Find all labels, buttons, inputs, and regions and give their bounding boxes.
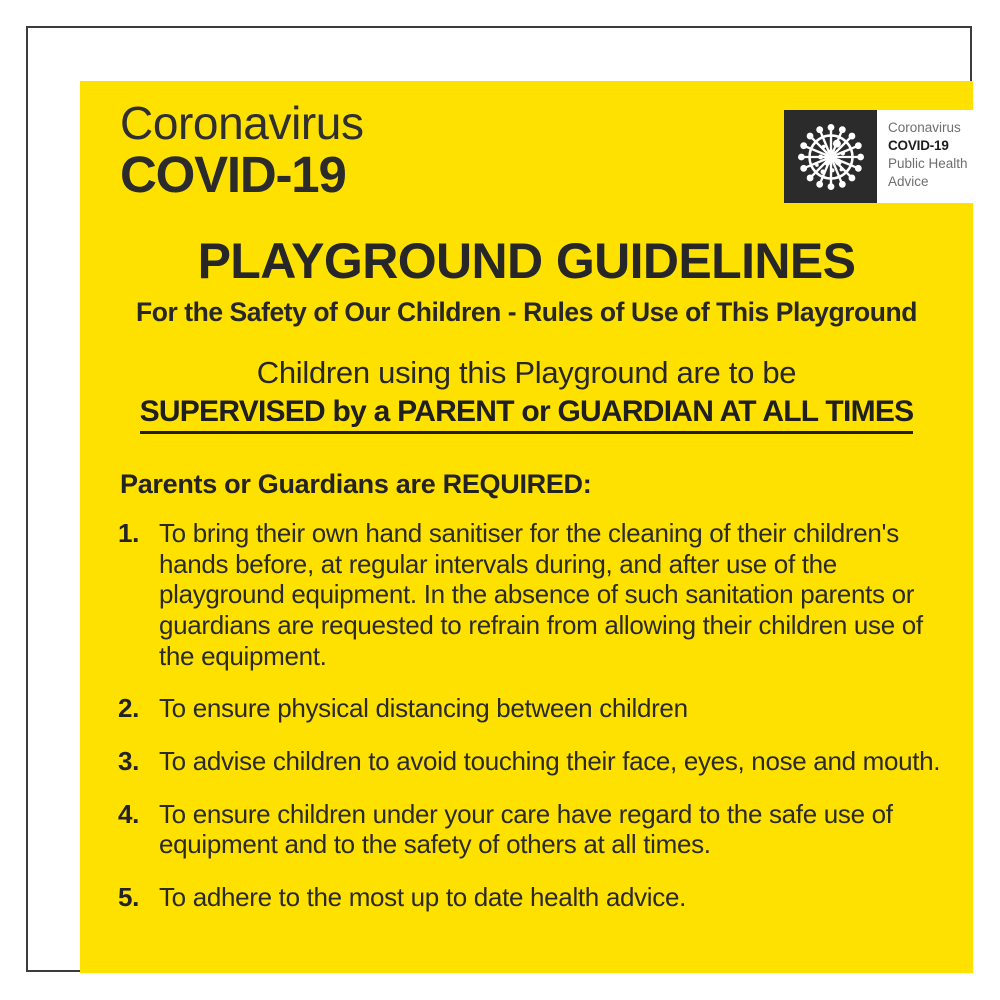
brand-coronavirus-text: Coronavirus [120,97,364,149]
brand-covid19-text: COVID-19 [120,146,346,203]
logo-line-public-health: Public Health [888,155,968,171]
public-health-advice-logo [784,110,973,203]
poster-yellow-panel [80,81,973,973]
supervision-statement-line1: Children using this Playground are to be [256,355,797,390]
brand-header [120,97,364,203]
poster-border-frame [26,26,972,972]
logo-line-coronavirus: Coronavirus [888,120,961,135]
list-item [118,882,948,913]
supervision-statement-line2 [80,397,973,427]
list-item-text: To bring their own hand sanitiser for the cleaning of their children's hands before, at regular intervals during, and after use of the playground equipment. In the absence of such sanitation parents or guardians are requested to refrain from allowing their children use of the equipment. [159,518,923,671]
logo-text-box [877,110,973,203]
list-item [118,799,948,860]
coronavirus-virus-icon [794,120,868,194]
virus-icon-box [784,110,877,203]
list-item-text: To adhere to the most up to date health advice. [159,882,686,913]
list-item-text: To ensure children under your care have regard to the safe use of equipment and to the safety of others at all times. [159,798,893,860]
supervision-emphasis-text: SUPERVISED by a PARENT or GUARDIAN AT ALL TIMES [140,395,914,434]
list-item [118,518,948,671]
list-item-number: 4. [118,798,140,829]
list-item-number: 5. [118,882,140,913]
page-title: PLAYGROUND GUIDELINES [197,233,856,289]
logo-line-advice: Advice [888,173,929,189]
requirements-list [118,518,948,935]
list-item-number: 2. [118,693,140,724]
list-item-number: 1. [118,518,140,548]
list-item [118,693,948,724]
list-item [118,746,948,777]
logo-line-covid19: COVID-19 [888,137,949,153]
page-subtitle: For the Safety of Our Children - Rules of Use of This Playground [136,297,917,327]
list-item-number: 3. [118,746,140,777]
list-item-text: To ensure physical distancing between children [159,693,688,724]
list-item-text: To advise children to avoid touching their face, eyes, nose and mouth. [159,746,941,777]
requirements-heading: Parents or Guardians are REQUIRED: [120,469,592,499]
